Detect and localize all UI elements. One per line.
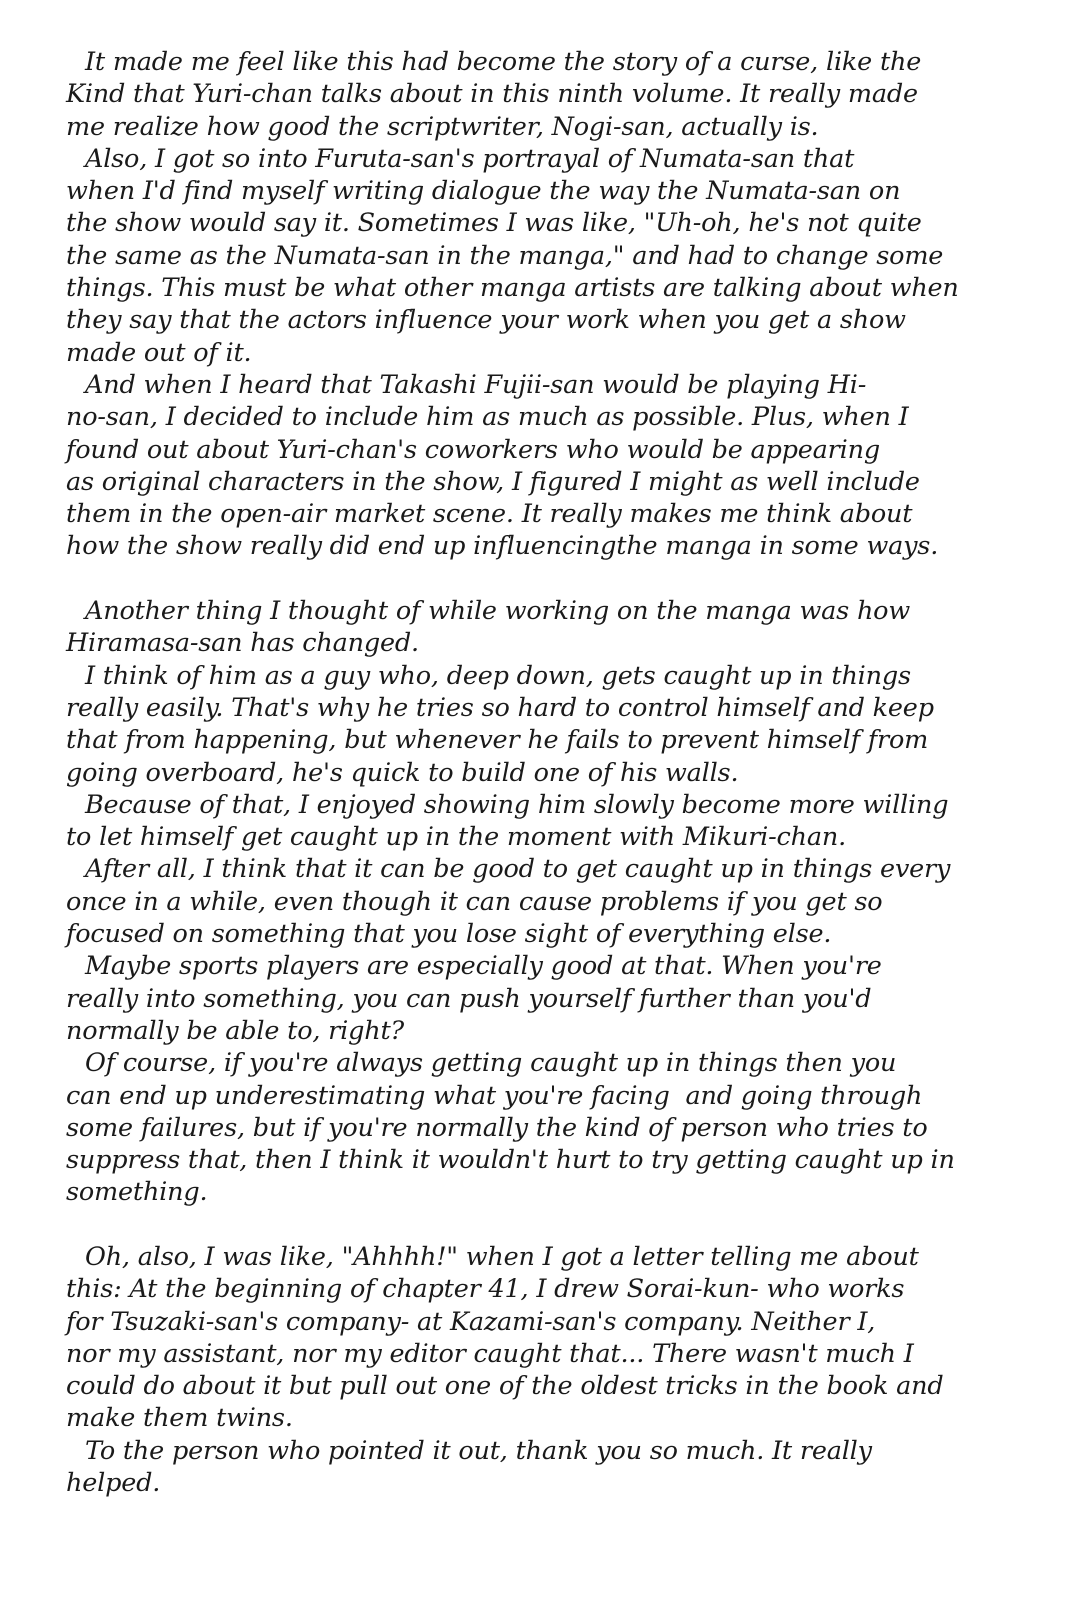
text-line: for Tsuzaki-san's company- at Kazami-san's company. Neither I, <box>66 1306 876 1337</box>
text-line: that from happening, but whenever he fails to prevent himself from <box>66 725 929 756</box>
text-line: Kind that Yuri-chan talks about in this ninth volume. It really made <box>66 79 918 110</box>
text-line: made out of it. <box>66 337 252 368</box>
paragraph-break <box>66 1209 981 1241</box>
text-line: the same as the Numata-san in the manga," and had to change some <box>66 240 944 271</box>
text-line: focused on something that you lose sight of everything else. <box>66 919 832 950</box>
text-line: this: At the beginning of chapter 41, I drew Sorai-kun- who works <box>66 1274 905 1305</box>
text-line: going overboard, he's quick to build one of his walls. <box>66 757 739 788</box>
paragraph-after-all <box>66 853 981 950</box>
text-line: things. This must be what other manga artists are talking about when <box>66 273 959 304</box>
text-line: normally be able to, right? <box>66 1015 404 1046</box>
paragraph-numata-portrayal <box>66 143 981 369</box>
text-line: to let himself get caught up in the moment with Mikuri-chan. <box>66 822 846 853</box>
paragraph-caught-up <box>66 660 981 789</box>
afterword-page <box>66 46 981 1499</box>
text-line: them in the open-air market scene. It really makes me think about <box>66 499 913 530</box>
text-line: make them twins. <box>66 1403 293 1434</box>
text-line: something. <box>66 1177 208 1208</box>
text-line: Of course, if you're always getting caught up in things then you <box>85 1048 897 1079</box>
text-line: they say that the actors influence your work when you get a show <box>66 305 906 336</box>
text-line: can end up underestimating what you're facing and going through <box>66 1080 923 1111</box>
text-line: Oh, also, I was like, "Ahhhh!" when I got a letter telling me about <box>85 1241 919 1272</box>
text-line: Maybe sports players are especially good at that. When you're <box>85 951 882 982</box>
paragraph-letter-twins <box>66 1241 981 1435</box>
paragraph-break <box>66 563 981 595</box>
text-line: And when I heard that Takashi Fujii-san would be playing Hi- <box>85 369 867 400</box>
paragraph-curse-story <box>66 46 981 143</box>
text-line: me realize how good the scriptwriter, Nogi-san, actually is. <box>66 111 819 142</box>
text-line: really into something, you can push yourself further than you'd <box>66 983 872 1014</box>
paragraph-hiramasa-changed <box>66 595 981 660</box>
text-line: Because of that, I enjoyed showing him slowly become more willing <box>85 789 949 820</box>
text-line: as original characters in the show, I figured I might as well include <box>66 466 920 497</box>
text-line: I think of him as a guy who, deep down, gets caught up in things <box>85 660 911 691</box>
paragraph-mikuri-chan <box>66 789 981 854</box>
text-line: found out about Yuri-chan's coworkers who would be appearing <box>66 434 880 465</box>
text-line: really easily. That's why he tries so hard to control himself and keep <box>66 692 934 723</box>
paragraph-thank-you <box>66 1435 981 1500</box>
text-line: once in a while, even though it can cause problems if you get so <box>66 886 883 917</box>
text-line: helped. <box>66 1468 161 1499</box>
text-line: the show would say it. Sometimes I was like, "Uh-oh, he's not quite <box>66 208 922 239</box>
paragraph-sports-players <box>66 950 981 1047</box>
text-line: Hiramasa-san has changed. <box>66 628 419 659</box>
paragraph-of-course <box>66 1047 981 1208</box>
text-line: suppress that, then I think it wouldn't hurt to try getting caught up in <box>66 1145 955 1176</box>
paragraph-hino-san <box>66 369 981 563</box>
text-line: Also, I got so into Furuta-san's portrayal of Numata-san that <box>85 143 855 174</box>
text-line: when I'd find myself writing dialogue the way the Numata-san on <box>66 176 901 207</box>
text-line: To the person who pointed it out, thank you so much. It really <box>85 1435 872 1466</box>
text-line: Another thing I thought of while working on the manga was how <box>85 596 910 627</box>
text-line: some failures, but if you're normally the kind of person who tries to <box>66 1112 928 1143</box>
text-line: could do about it but pull out one of the oldest tricks in the book and <box>66 1371 944 1402</box>
text-line: how the show really did end up influencingthe manga in some ways. <box>66 531 939 562</box>
text-line: It made me feel like this had become the story of a curse, like the <box>85 47 922 77</box>
text-line: After all, I think that it can be good to get caught up in things every <box>85 854 951 885</box>
text-line: nor my assistant, nor my editor caught that... There wasn't much I <box>66 1338 914 1369</box>
text-line: no-san, I decided to include him as much as possible. Plus, when I <box>66 402 909 433</box>
